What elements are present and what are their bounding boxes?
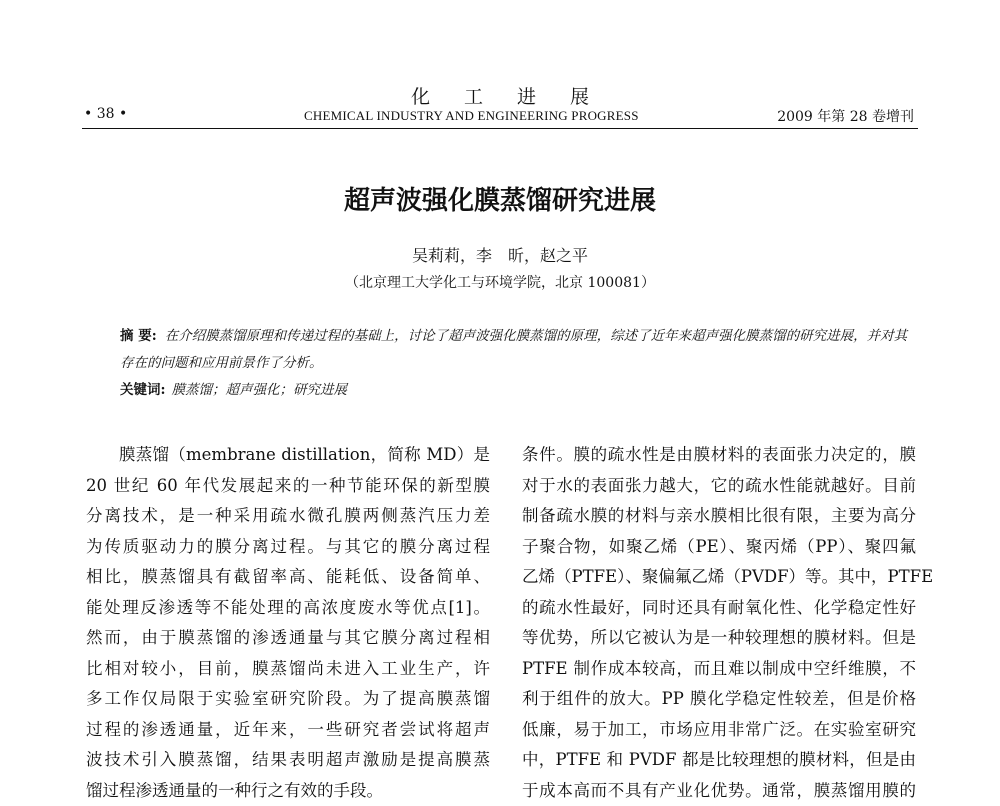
affiliation: （北京理工大学化工与环境学院，北京 100081） xyxy=(0,272,1000,292)
body-line: 相比，膜蒸馏具有截留率高、能耗低、设备简单、 xyxy=(86,562,490,593)
journal-title-en: CHEMICAL INDUSTRY AND ENGINEERING PROGRESS xyxy=(304,108,639,124)
body-line: 制备疏水膜的材料与亲水膜相比很有限，主要为高分 xyxy=(522,501,916,532)
body-line: 馏过程渗透通量的一种行之有效的手段。 xyxy=(86,776,490,806)
body-line: 的疏水性最好，同时还具有耐氧化性、化学稳定性好 xyxy=(522,593,916,624)
body-line: 比相对较小，目前，膜蒸馏尚未进入工业生产，许 xyxy=(86,654,490,685)
body-line: 中，PTFE 和 PVDF 都是比较理想的膜材料，但是由 xyxy=(522,745,916,776)
body-line: PTFE 制作成本较高，而且难以制成中空纤维膜，不 xyxy=(522,654,916,685)
keywords-label: 关键词: xyxy=(120,382,165,398)
body-line: 条件。膜的疏水性是由膜材料的表面张力决定的，膜 xyxy=(522,440,916,471)
body-column-right xyxy=(522,440,916,806)
header-rule xyxy=(82,128,918,129)
body-line: 为传质驱动力的膜分离过程。与其它的膜分离过程 xyxy=(86,532,490,563)
issue-info: 2009 年第 28 卷增刊 xyxy=(777,106,914,126)
body-line: 子聚合物，如聚乙烯（PE）、聚丙烯（PP）、聚四氟 xyxy=(522,532,916,563)
article-title: 超声波强化膜蒸馏研究进展 xyxy=(0,180,1000,217)
journal-title-cn: 化工进展 xyxy=(0,82,1000,109)
body-line: 利于组件的放大。PP 膜化学稳定性较差，但是价格 xyxy=(522,684,916,715)
page-number: • 38 • xyxy=(84,106,127,122)
body-line: 低廉，易于加工，市场应用非常广泛。在实验室研究 xyxy=(522,715,916,746)
body-line: 然而，由于膜蒸馏的渗透通量与其它膜分离过程相 xyxy=(86,623,490,654)
body-line: 分离技术，是一种采用疏水微孔膜两侧蒸汽压力差 xyxy=(86,501,490,532)
authors: 吴莉莉，李 昕，赵之平 xyxy=(0,243,1000,266)
body-line: 多工作仅局限于实验室研究阶段。为了提高膜蒸馏 xyxy=(86,684,490,715)
body-column-left xyxy=(86,440,490,806)
abstract xyxy=(120,323,910,377)
body-line: 乙烯（PTFE）、聚偏氟乙烯（PVDF）等。其中，PTFE xyxy=(522,562,916,593)
body-line: 等优势，所以它被认为是一种较理想的膜材料。但是 xyxy=(522,623,916,654)
body-line: 膜蒸馏（membrane distillation，简称 MD）是 xyxy=(86,440,490,471)
abstract-text: 在介绍膜蒸馏原理和传递过程的基础上，讨论了超声波强化膜蒸馏的原理，综述了近年来超声强化膜蒸馏的研究进展，并对其存在的问题和应用前景作了分析。 xyxy=(120,328,907,371)
keywords-text: 膜蒸馏；超声强化；研究进展 xyxy=(171,382,347,398)
body-line: 波技术引入膜蒸馏，结果表明超声激励是提高膜蒸 xyxy=(86,745,490,776)
abstract-label: 摘 要: xyxy=(120,328,157,344)
body-line: 20 世纪 60 年代发展起来的一种节能环保的新型膜 xyxy=(86,471,490,502)
body-line: 能处理反渗透等不能处理的高浓度废水等优点[1]。 xyxy=(86,593,490,624)
body-line: 于成本高而不具有产业化优势。通常，膜蒸馏用膜的 xyxy=(522,776,916,806)
body-line: 对于水的表面张力越大，它的疏水性能就越好。目前 xyxy=(522,471,916,502)
body-line: 过程的渗透通量，近年来，一些研究者尝试将超声 xyxy=(86,715,490,746)
keywords xyxy=(120,378,910,398)
